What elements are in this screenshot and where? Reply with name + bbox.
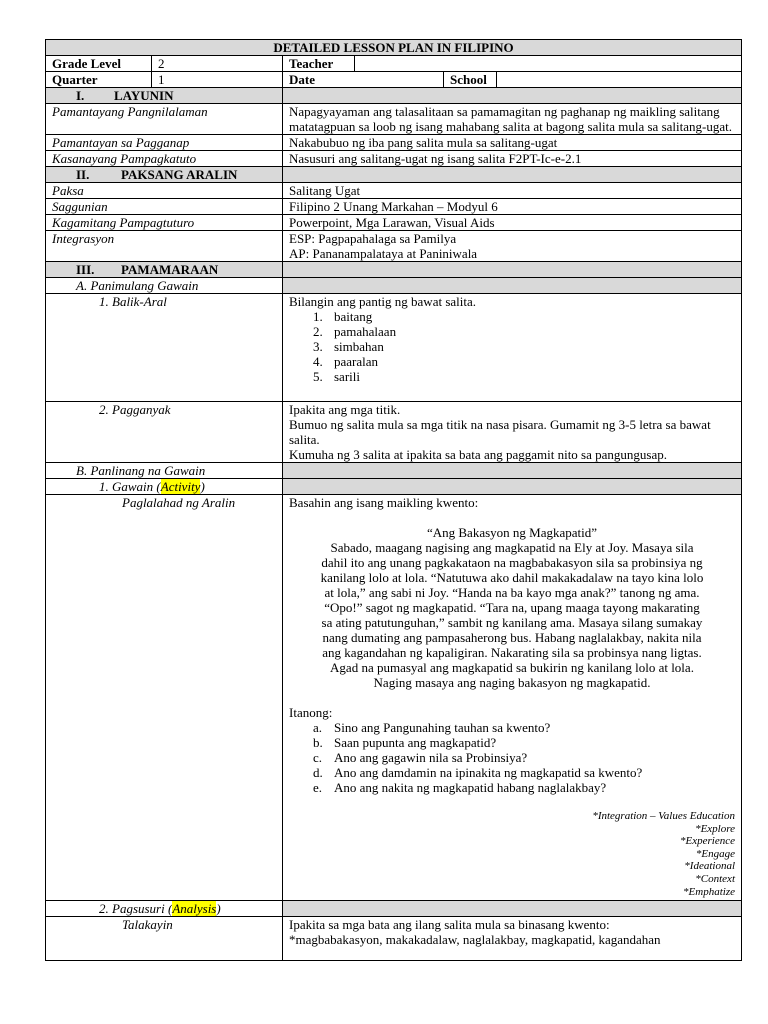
gawain-row: 1. Gawain (Activity): [46, 479, 742, 495]
gawain-label: 1. Gawain (: [99, 479, 161, 494]
story-line: Naging masaya ang naging bakasyon ng magkapatid.: [373, 675, 651, 690]
integrasyon-ap: AP: Pananampalataya at Paniniwala: [289, 246, 478, 261]
balik-aral-instruction: Bilangin ang pantig ng bawat salita.: [289, 294, 477, 309]
talakayin-row: [46, 917, 742, 961]
row-value: Powerpoint, Mga Larawan, Visual Aids: [283, 215, 742, 231]
paksa-row: [46, 215, 742, 231]
story-line: Sabado, maagang nagising ang magkapatid na Ely at Joy. Masaya sila: [330, 540, 694, 555]
panimulang-gawain-row: [46, 278, 742, 294]
list-item: 3. simbahan: [313, 339, 384, 354]
row-value: Filipino 2 Unang Markahan – Modyul 6: [283, 199, 742, 215]
story-title: “Ang Bakasyon ng Magkapatid”: [426, 525, 598, 540]
integration-notes: [289, 810, 735, 898]
list-item: 1. baitang: [313, 309, 373, 324]
note-line: *Explore: [695, 822, 735, 835]
talakayin-words: *magbabakasyon, makakadalaw, naglalakbay, magkapatid, kagandahan: [289, 932, 661, 948]
pagganyak-line: Bumuo ng salita mula sa mga titik na nasa pisara. Gumamit ng 3-5 letra sa bawat salita.: [289, 417, 711, 447]
balik-aral-list: [289, 309, 735, 384]
section-title: LAYUNIN: [114, 88, 174, 103]
list-item: b. Saan pupunta ang magkapatid?: [313, 735, 497, 750]
document-title: DETAILED LESSON PLAN IN FILIPINO: [46, 40, 742, 56]
list-item: 4. paaralan: [313, 354, 379, 369]
teacher-value: [355, 56, 742, 72]
list-item: 5. sarili: [313, 369, 360, 384]
section-layunin-header: [46, 88, 742, 104]
list-item: d. Ano ang damdamin na ipinakita ng magkapatid sa kwento?: [313, 765, 643, 780]
pagganyak-row: [46, 402, 742, 463]
row-label: Saggunian: [46, 199, 283, 215]
story-line: “Opo!” sagot ng magkapatid. “Tara na, upang maaga tayong makarating: [324, 600, 700, 615]
paksa-row: [46, 199, 742, 215]
pagsusuri-label: 2. Pagsusuri (: [99, 901, 173, 917]
quarter-value: 1: [152, 72, 283, 88]
story-line: kanilang lolo at lola. “Natutuwa ako dahil makakadalaw na tayo kina lolo: [320, 570, 704, 585]
grade-level-value: 2: [152, 56, 283, 72]
row-label: A. Panimulang Gawain: [46, 278, 283, 294]
section-title: PAMAMARAAN: [121, 262, 219, 277]
basahin-instruction: Basahin ang isang maikling kwento:: [289, 495, 479, 510]
section-paksang-aralin-header: [46, 167, 742, 183]
balik-aral-row: [46, 294, 742, 402]
row-value: Nakabubuo ng iba pang salita mula sa salitang-ugat: [283, 135, 742, 151]
school-label: School: [444, 72, 497, 88]
row-label: Integrasyon: [46, 231, 283, 262]
quarter-label: Quarter: [46, 72, 152, 88]
integrasyon-esp: ESP: Pagpapahalaga sa Pamilya: [289, 231, 457, 246]
row-label: Pamantayan sa Pagganap: [46, 135, 283, 151]
integrasyon-row: [46, 231, 742, 262]
note-line: *Context: [695, 872, 735, 885]
section-pamamaraan-header: [46, 262, 742, 278]
grade-teacher-row: [46, 56, 742, 72]
row-label: Kagamitang Pampagtuturo: [46, 215, 283, 231]
story-line: dahil ito ang unang pagkakataon na magbabakasyon sila sa probinsiya ng: [321, 555, 703, 570]
date-label: Date: [283, 72, 444, 88]
story-line: nang dumating ang pampasaherong bus. Habang naglalakbay, nakita nila: [322, 630, 702, 645]
row-label: Talakayin: [46, 917, 283, 961]
note-line: *Emphatize: [683, 885, 735, 898]
row-label: Pamantayang Pangnilalaman: [46, 104, 283, 135]
story-line: ang kagandahan ng kapaligiran. Nakarating sila sa probinsya nang ligtas.: [322, 645, 702, 660]
row-label: B. Panlinang na Gawain: [46, 463, 283, 479]
note-line: *Experience: [680, 835, 735, 848]
lesson-plan-table: [45, 39, 742, 961]
row-value: Napagyayaman ang talasalitaan sa pamamagitan ng paghanap ng maikling salitang matatagpuan sa loob ng isang mahabang salita at bagong salita mula sa salitang-ugat.: [283, 104, 742, 135]
list-item: 2. pamahalaan: [313, 324, 397, 339]
layunin-row: [46, 104, 742, 135]
list-item: a. Sino ang Pangunahing tauhan sa kwento?: [313, 720, 551, 735]
layunin-row: [46, 135, 742, 151]
section-title: PAKSANG ARALIN: [121, 167, 238, 182]
story-line: Agad na pumasyal ang magkapatid sa bukirin ng kanilang lolo at lola.: [330, 660, 694, 675]
story-line: at lola,” ang sabi ni Joy. “Handa na ba kayo mga anak?” tanong ng ama.: [324, 585, 700, 600]
section-number: III.: [76, 262, 95, 277]
section-number: II.: [76, 167, 90, 182]
paglalahad-row: [46, 495, 742, 901]
analysis-highlight: Analysis: [172, 901, 217, 917]
section-number: I.: [76, 88, 85, 103]
row-label: Paksa: [46, 183, 283, 199]
pagganyak-line: Kumuha ng 3 salita at ipakita sa bata ang paggamit nito sa pangungusap.: [289, 447, 667, 462]
panlinang-na-gawain-row: [46, 463, 742, 479]
itanong-label: Itanong:: [289, 705, 333, 720]
grade-level-label: Grade Level: [46, 56, 152, 72]
title-row: [46, 40, 742, 56]
pagsusuri-row: 2. Pagsusuri (Analysis): [46, 901, 742, 917]
story-body: [289, 540, 735, 690]
activity-highlight: Activity: [160, 479, 201, 494]
question-list: [289, 720, 735, 795]
row-value: Nasusuri ang salitang-ugat ng isang salita F2PT-Ic-e-2.1: [283, 151, 742, 167]
school-value: [497, 72, 742, 88]
paksa-row: [46, 183, 742, 199]
story-line: sa ating patutunguhan,” sambit ng kanilang ama. Masaya silang sumakay: [321, 615, 703, 630]
row-label: Paglalahad ng Aralin: [46, 495, 283, 901]
note-line: *Engage: [695, 847, 735, 860]
lesson-plan-page: [45, 39, 741, 961]
talakayin-instruction: Ipakita sa mga bata ang ilang salita mula sa binasang kwento:: [289, 917, 610, 933]
layunin-row: [46, 151, 742, 167]
row-label: Kasanayang Pampagkatuto: [46, 151, 283, 167]
row-label: 2. Pagganyak: [46, 402, 283, 463]
row-value: Salitang Ugat: [283, 183, 742, 199]
list-item: c. Ano ang gagawin nila sa Probinsiya?: [313, 750, 528, 765]
row-label: 1. Balik-Aral: [46, 294, 283, 402]
note-line: *Ideational: [684, 860, 735, 873]
pagganyak-line: Ipakita ang mga titik.: [289, 402, 401, 417]
teacher-label: Teacher: [283, 56, 355, 72]
quarter-date-row: [46, 72, 742, 88]
list-item: e. Ano ang nakita ng magkapatid habang naglalakbay?: [313, 780, 607, 795]
note-line: *Integration – Values Education: [592, 810, 735, 822]
